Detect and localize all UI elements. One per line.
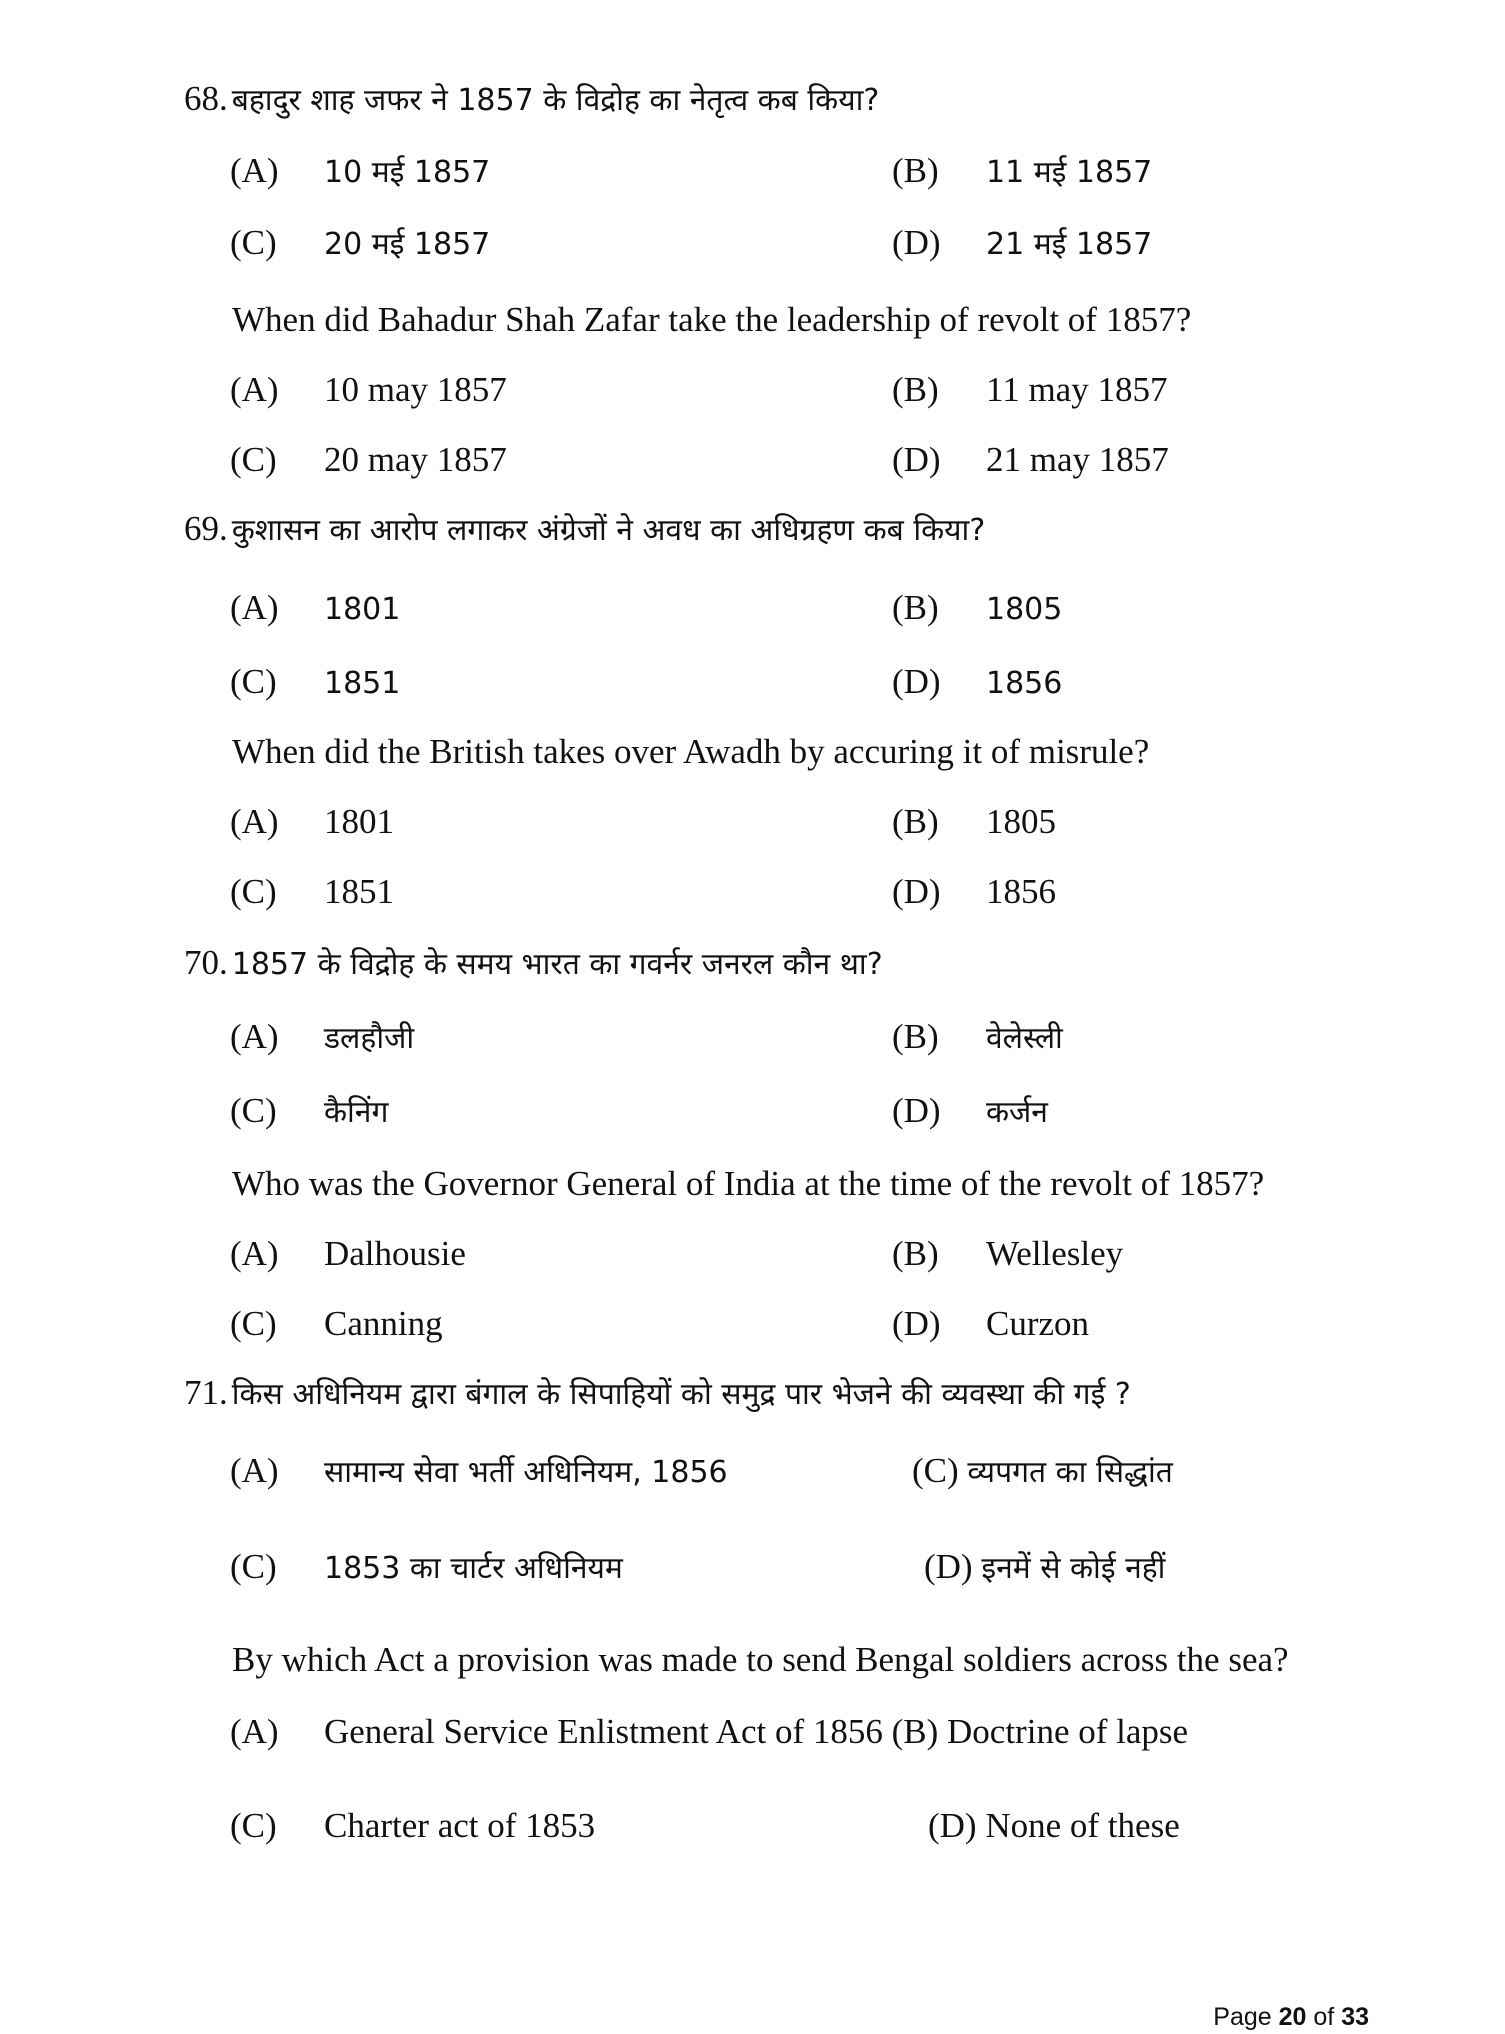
- option-a: (A) General Service Enlistment Act of 1856 (B) Doctrine of lapse: [230, 1712, 1189, 1751]
- option-d: (D) 1856: [892, 662, 1063, 701]
- option-c: (C) 1851: [230, 872, 394, 911]
- question-text: कुशासन का आरोप लगाकर अंग्रेजों ने अवध का अधिग्रहण कब किया?: [231, 513, 986, 548]
- option-d: (D) इनमें से कोई नहीं: [924, 1547, 1166, 1586]
- page-number: Page 20 of 33: [1213, 2003, 1369, 2031]
- question-text: 1857 के विद्रोह के समय भारत का गवर्नर जनरल कौन था?: [231, 947, 883, 982]
- option-b: (B) 11 मई 1857: [892, 151, 1153, 190]
- option-d: (D) 21 मई 1857: [892, 223, 1153, 262]
- question-text: बहादुर शाह जफर ने 1857 के विद्रोह का नेतृत्व कब किया?: [231, 83, 880, 118]
- option-a: (A) डलहौजी: [230, 1017, 415, 1056]
- question-number: 69.: [184, 509, 228, 548]
- option-d: (D) 1856: [892, 872, 1056, 911]
- option-a: (A) Dalhousie: [230, 1234, 466, 1273]
- question-70-hindi: [184, 942, 883, 983]
- option-a: (A) सामान्य सेवा भर्ती अधिनियम, 1856: [230, 1451, 728, 1490]
- option-c: (C) कैनिंग: [230, 1091, 389, 1130]
- option-b: (B) वेलेस्ली: [892, 1017, 1063, 1056]
- question-69-hindi: [184, 508, 985, 549]
- option-d: (D) Curzon: [892, 1304, 1090, 1343]
- option-a: (A) 10 may 1857: [230, 370, 507, 409]
- question-number: 70.: [184, 943, 228, 982]
- question-69-english: When did the British takes over Awadh by accuring it of misrule?: [232, 732, 1150, 771]
- question-71-hindi: [184, 1372, 1131, 1413]
- question-68-english: When did Bahadur Shah Zafar take the leadership of revolt of 1857?: [232, 300, 1192, 339]
- option-c: (C) 20 may 1857: [230, 440, 507, 479]
- question-number: 71.: [184, 1373, 228, 1412]
- option-b: (B) Wellesley: [892, 1234, 1124, 1273]
- question-text: किस अधिनियम द्वारा बंगाल के सिपाहियों को समुद्र पार भेजने की व्यवस्था की गई ?: [231, 1377, 1131, 1412]
- option-c: (C) Charter act of 1853: [230, 1806, 596, 1845]
- option-b: (B) 11 may 1857: [892, 370, 1168, 409]
- option-c: (C) 20 मई 1857: [230, 223, 491, 262]
- option-d: (D) कर्जन: [892, 1091, 1048, 1130]
- question-68-hindi: [184, 78, 879, 119]
- option-b: (B) 1805: [892, 588, 1063, 627]
- question-number: 68.: [184, 79, 228, 118]
- question-71-english: By which Act a provision was made to send Bengal soldiers across the sea?: [232, 1640, 1289, 1679]
- option-c: (C) 1853 का चार्टर अधिनियम: [230, 1547, 623, 1586]
- option-c: (C) व्यपगत का सिद्धांत: [912, 1451, 1173, 1490]
- option-a: (A) 10 मई 1857: [230, 151, 491, 190]
- option-d: (D) None of these: [928, 1806, 1180, 1845]
- option-d: (D) 21 may 1857: [892, 440, 1169, 479]
- option-c: (C) Canning: [230, 1304, 443, 1343]
- option-a: (A) 1801: [230, 588, 401, 627]
- option-c: (C) 1851: [230, 662, 401, 701]
- question-70-english: Who was the Governor General of India at the time of the revolt of 1857?: [232, 1164, 1265, 1203]
- option-b: (B) 1805: [892, 802, 1056, 841]
- option-a: (A) 1801: [230, 802, 394, 841]
